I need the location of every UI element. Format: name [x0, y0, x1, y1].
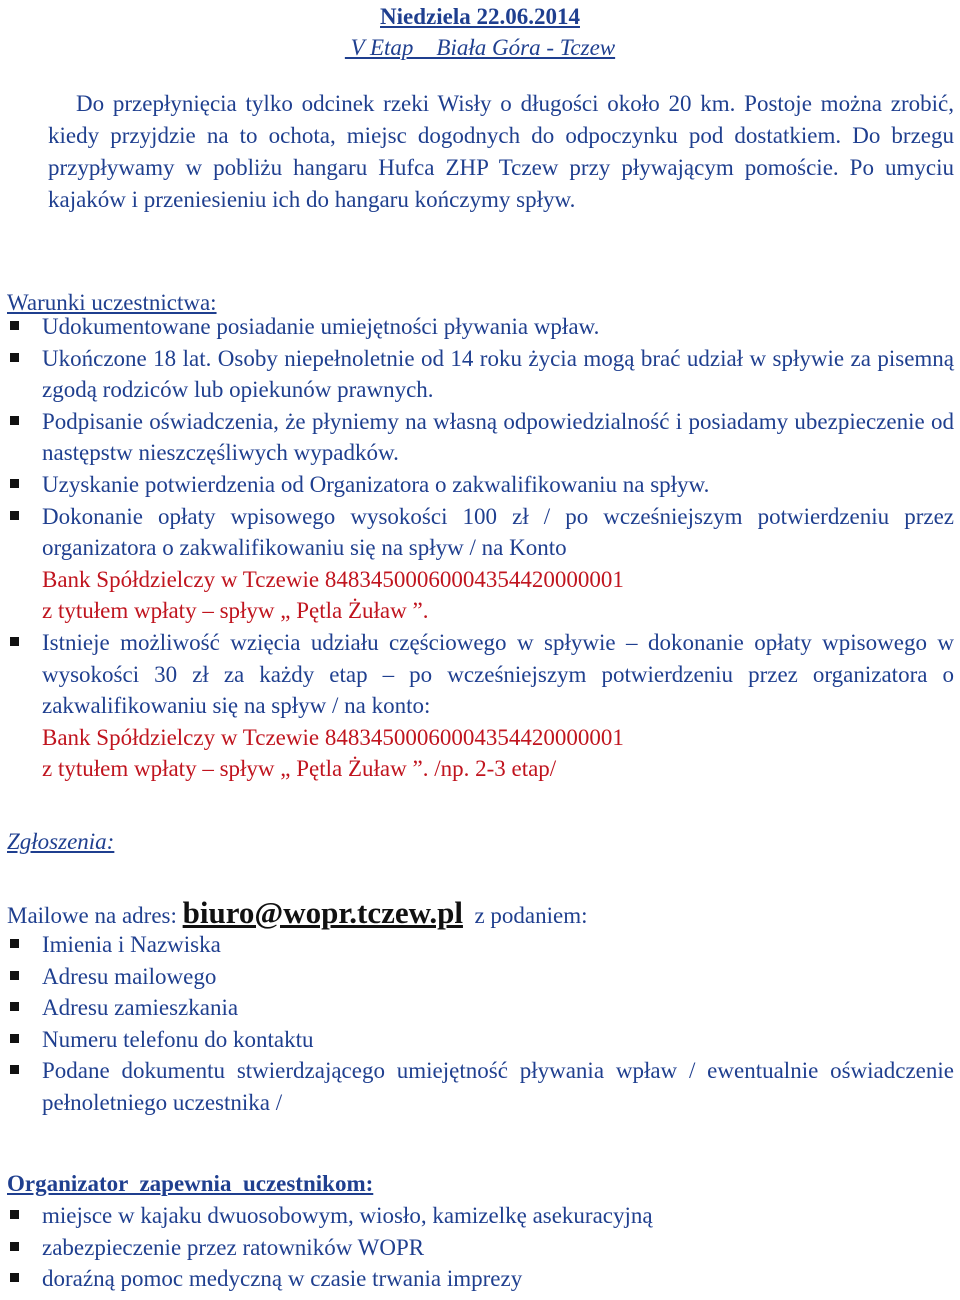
payment-note: /np. 2-3 etap/: [428, 756, 557, 782]
event-date: Niedziela 22.06.2014: [380, 4, 580, 29]
square-bullet-icon: [10, 1273, 19, 1282]
payment-title: z tytułem wpłaty – spływ „ Pętla Żuław ”.: [42, 756, 429, 782]
square-bullet-icon: [10, 637, 19, 646]
list-item: doraźną pomoc medyczną w czasie trwania imprezy: [0, 1263, 954, 1295]
conditions-heading: Warunki uczestnictwa:: [7, 290, 217, 315]
intro-paragraph: Do przepłynięcia tylko odcinek rzeki Wisły o długości około 20 km. Postoje można zrobić, kiedy przyjdzie na to ochota, miejsc dogodnych do odpoczynku pod dostatkiem. Do brzegu przypływamy w pobliżu hangaru Hufca ZHP Tczew przy pływającym pomoście. Po umyciu kajaków i przeniesieniu ich do hangaru kończymy spływ.: [48, 91, 954, 212]
list-item: miejsce w kajaku dwuosobowym, wiosło, kamizelkę asekuracyjną: [0, 1200, 954, 1232]
registration-heading: Zgłoszenia:: [7, 829, 115, 854]
square-bullet-icon: [10, 511, 19, 520]
square-bullet-icon: [10, 939, 19, 948]
square-bullet-icon: [10, 416, 19, 425]
list-item-fee-partial: Istnieje możliwość wzięcia udziału częściowego w spływie – dokonanie opłaty wpisowego w wysokości 30 zł za każdy etap – po wcześniejszym potwierdzeniu przez organizatora o zakwalifikowaniu się na spływ / na konto: Bank Spółdzielczy w Tczewie 84834500060004354420000001 z tytułem wpłaty – spływ „ Pętla Żuław ”. /np. 2-3 etap/: [0, 627, 954, 785]
list-item: Udokumentowane posiadanie umiejętności pływania wpław.: [0, 311, 954, 343]
list-item: Imienia i Nazwiska: [0, 929, 954, 961]
square-bullet-icon: [10, 1034, 19, 1043]
mail-prefix: Mailowe na adres:: [7, 903, 183, 928]
list-item: Uzyskanie potwierdzenia od Organizatora o zakwalifikowaniu na spływ.: [0, 469, 954, 501]
square-bullet-icon: [10, 353, 19, 362]
list-item: Numeru telefonu do kontaktu: [0, 1024, 954, 1056]
mail-line: [7, 896, 588, 933]
square-bullet-icon: [10, 971, 19, 980]
bank-account: Bank Spółdzielczy w Tczewie 84834500060004354420000001: [42, 566, 624, 592]
square-bullet-icon: [10, 479, 19, 488]
list-item: zabezpieczenie przez ratowników WOPR: [0, 1232, 954, 1264]
organizer-heading: Organizator zapewnia uczestnikom:: [7, 1171, 374, 1196]
square-bullet-icon: [10, 1002, 19, 1011]
list-item: Podane dokumentu stwierdzającego umiejętność pływania wpław / ewentualnie oświadczenie pełnoletniego uczestnika /: [0, 1055, 954, 1118]
square-bullet-icon: [10, 1242, 19, 1251]
list-item: Adresu zamieszkania: [0, 992, 954, 1024]
stage-title: V Etap Biała Góra - Tczew: [344, 35, 616, 60]
list-item: Ukończone 18 lat. Osoby niepełnoletnie od 14 roku życia mogą brać udział w spływie za pisemną zgodą rodziców lub opiekunów prawnych.: [0, 343, 954, 406]
registration-list: [0, 929, 954, 1119]
bank-account: Bank Spółdzielczy w Tczewie 84834500060004354420000001: [42, 724, 624, 750]
square-bullet-icon: [10, 321, 19, 330]
list-item: Podpisanie oświadczenia, że płyniemy na własną odpowiedzialność i posiadamy ubezpieczenie od następstw nieszczęśliwych wypadków.: [0, 406, 954, 469]
conditions-list: [0, 311, 954, 785]
payment-title-line: [42, 753, 954, 785]
square-bullet-icon: [10, 1210, 19, 1219]
payment-title: z tytułem wpłaty – spływ „ Pętla Żuław ”.: [42, 598, 429, 624]
list-item-fee-full: Dokonanie opłaty wpisowego wysokości 100 zł / po wcześniejszym potwierdzeniu przez organizatora o zakwalifikowaniu się na spływ / na Konto Bank Spółdzielczy w Tczewie 84834500060004354420000001 z tytułem wpłaty – spływ „ Pętla Żuław ”.: [0, 501, 954, 627]
list-item: Adresu mailowego: [0, 961, 954, 993]
organizer-list: [0, 1200, 954, 1295]
mail-suffix: z podaniem:: [462, 903, 588, 928]
email-link[interactable]: biuro@wopr.tczew.pl: [182, 895, 463, 930]
square-bullet-icon: [10, 1065, 19, 1074]
